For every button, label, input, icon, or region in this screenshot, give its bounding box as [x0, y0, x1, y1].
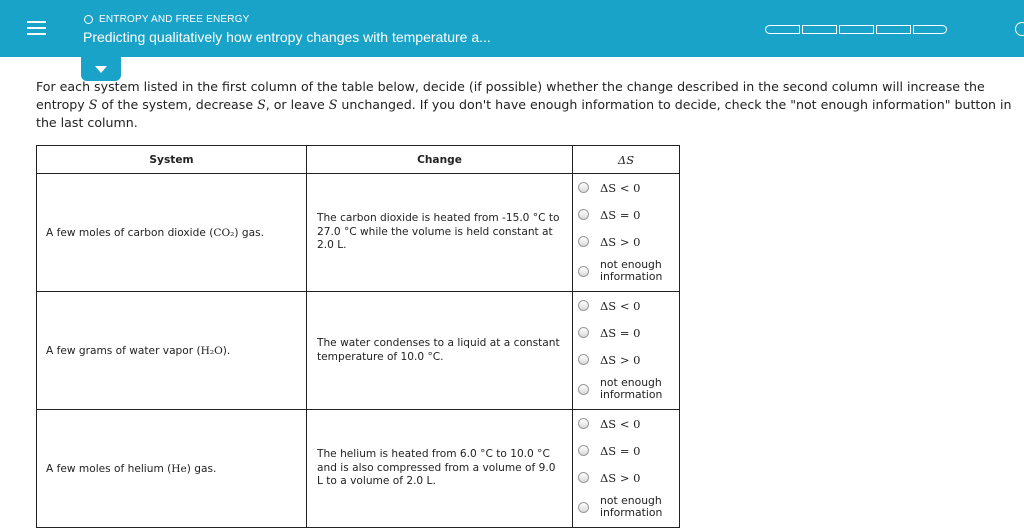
option-delta-s-positive[interactable]: [573, 346, 679, 373]
topic-circle-icon: [84, 15, 93, 24]
option-label: ΔS = 0: [600, 443, 641, 458]
entropy-symbol: S: [328, 97, 338, 112]
header-system: System: [37, 146, 307, 174]
system-cell: [37, 292, 307, 410]
option-label: ΔS < 0: [600, 416, 641, 431]
instructions-text-2: of the system, decrease: [97, 97, 258, 112]
option-not-enough-info[interactable]: [573, 255, 679, 287]
radio-button[interactable]: [578, 300, 589, 311]
instructions-text-3: , or leave: [265, 97, 329, 112]
option-label: ΔS > 0: [600, 352, 641, 367]
system-formula: CO₂: [213, 226, 235, 239]
radio-button[interactable]: [578, 209, 589, 220]
table-header-row: [37, 146, 680, 174]
system-text-end: ) gas.: [234, 226, 265, 239]
radio-button[interactable]: [578, 472, 589, 483]
top-bar: [0, 0, 1024, 57]
hamburger-icon: [27, 21, 46, 23]
table-row: [37, 174, 680, 292]
option-not-enough-info[interactable]: [573, 373, 679, 405]
radio-button[interactable]: [578, 354, 589, 365]
options-cell: [573, 174, 680, 292]
change-cell: The carbon dioxide is heated from -15.0 °C to 27.0 °C while the volume is held constant at 2.0 L.: [307, 174, 573, 292]
radio-button[interactable]: [578, 182, 589, 193]
option-delta-s-zero[interactable]: [573, 319, 679, 346]
radio-button[interactable]: [578, 418, 589, 429]
options-cell: [573, 410, 680, 528]
option-delta-s-negative[interactable]: [573, 174, 679, 201]
system-text: A few moles of carbon dioxide (: [46, 226, 214, 239]
option-label: not enough information: [600, 493, 663, 519]
header-change: Change: [307, 146, 573, 174]
change-cell: The water condenses to a liquid at a constant temperature of 10.0 °C.: [307, 292, 573, 410]
radio-button[interactable]: [578, 445, 589, 456]
system-text: A few grams of water vapor (: [46, 344, 201, 357]
chevron-down-icon: [95, 66, 107, 73]
option-label: ΔS = 0: [600, 325, 641, 340]
progress-segment: [913, 25, 947, 34]
progress-bar: [765, 25, 947, 34]
instructions-text-4: unchanged. If you don't have enough information to decide, check the "not enough information" button in the last column.: [36, 97, 1012, 130]
option-label: ΔS < 0: [600, 180, 641, 195]
radio-button[interactable]: [578, 266, 589, 277]
change-cell: The helium is heated from 6.0 °C to 10.0 °C and is also compressed from a volume of 9.0 L to a volume of 2.0 L.: [307, 410, 573, 528]
option-delta-s-positive[interactable]: [573, 228, 679, 255]
option-label: not enough information: [600, 257, 663, 283]
option-label: ΔS = 0: [600, 207, 641, 222]
system-formula: H₂O: [200, 344, 223, 357]
option-label: ΔS < 0: [600, 298, 641, 313]
progress-segment: [802, 25, 837, 34]
hamburger-icon-line: [27, 33, 46, 35]
menu-button[interactable]: [0, 0, 72, 57]
radio-button[interactable]: [578, 236, 589, 247]
option-delta-s-positive[interactable]: [573, 464, 679, 491]
option-label: ΔS > 0: [600, 234, 641, 249]
instructions: [36, 78, 1024, 132]
topic-line: [84, 12, 250, 26]
progress-segment: [765, 25, 800, 34]
option-delta-s-negative[interactable]: [573, 410, 679, 437]
next-circle-icon[interactable]: [1006, 22, 1024, 36]
entropy-symbol: S: [88, 97, 98, 112]
option-not-enough-info[interactable]: [573, 491, 679, 523]
system-text-end: ) gas.: [186, 462, 217, 475]
hamburger-icon-line: [27, 27, 46, 29]
entropy-table: [36, 145, 680, 528]
system-text-end: ).: [222, 344, 231, 357]
instructions-text-1: For each system listed in the first column of the table below, decide (if possible) whether the change described in the second column will increase the entropy: [36, 79, 985, 112]
system-cell: [37, 410, 307, 528]
system-text: A few moles of helium (: [46, 462, 172, 475]
header-delta-s-label: ΔS: [617, 152, 635, 167]
radio-button[interactable]: [578, 327, 589, 338]
radio-button[interactable]: [578, 384, 589, 395]
table-row: [37, 292, 680, 410]
table-row: [37, 410, 680, 528]
system-formula: He: [171, 462, 187, 475]
option-delta-s-negative[interactable]: [573, 292, 679, 319]
page-title: Predicting qualitatively how entropy changes with temperature a...: [83, 29, 491, 45]
topic-label: ENTROPY AND FREE ENERGY: [99, 13, 250, 25]
header-delta-s: [573, 146, 680, 174]
option-label: not enough information: [600, 375, 663, 401]
option-delta-s-zero[interactable]: [573, 201, 679, 228]
options-cell: [573, 292, 680, 410]
option-label: ΔS > 0: [600, 470, 641, 485]
entropy-symbol: S: [257, 97, 266, 112]
option-delta-s-zero[interactable]: [573, 437, 679, 464]
progress-segment: [839, 25, 874, 34]
system-cell: [37, 174, 307, 292]
radio-button[interactable]: [578, 502, 589, 513]
progress-segment: [876, 25, 911, 34]
